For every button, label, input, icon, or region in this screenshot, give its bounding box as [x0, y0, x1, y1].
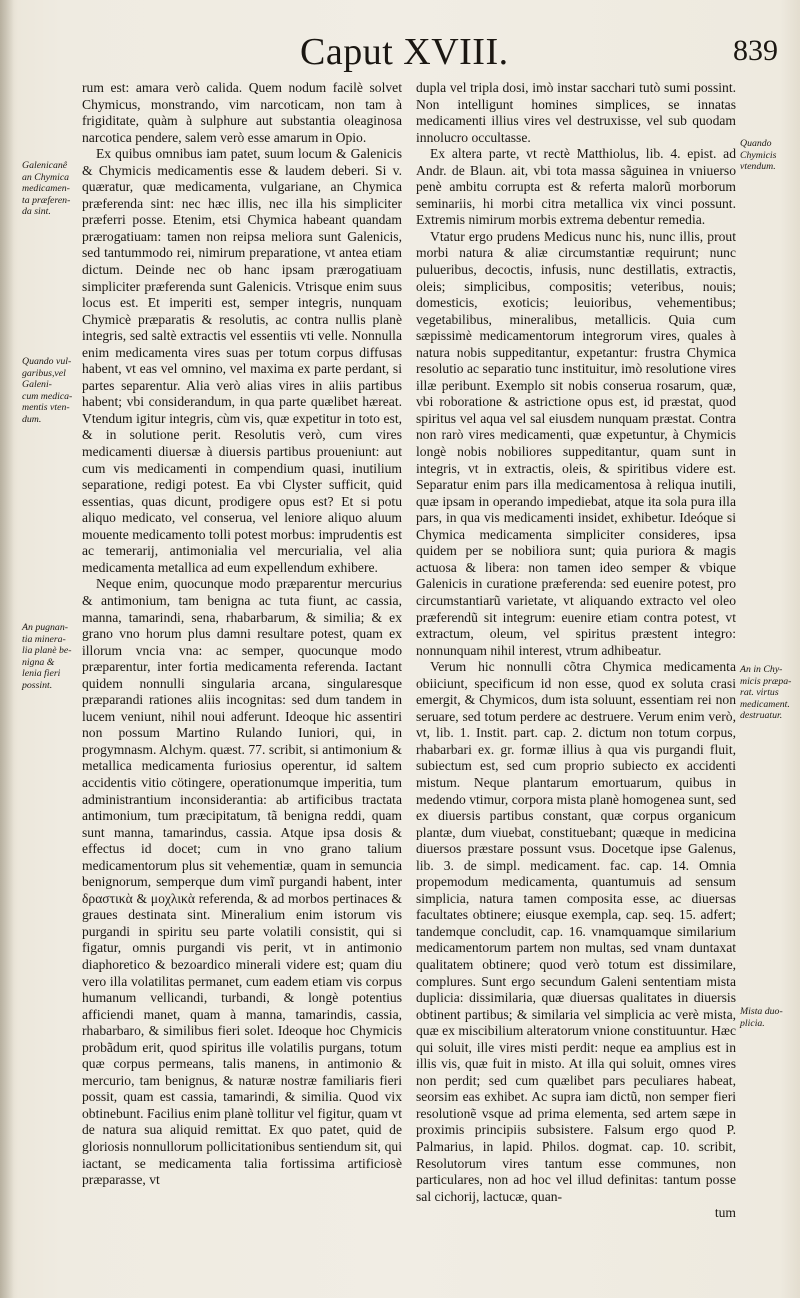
paragraph: rum est: amara verò calida. Quem nodum facilè solvet Chymicus, monstrando, vim narcoticam, non tam à frigiditate, quàm à sulphure aut substantia oleaginosa narcotica pendere, salem verò esse amarum in Opio.	[82, 80, 402, 145]
page-number: 839	[733, 34, 778, 67]
page-header	[0, 30, 800, 76]
left-text-column	[82, 80, 402, 1189]
margin-note-right: Quando Chymicis vtendum.	[740, 138, 777, 172]
margin-note-left: Quando vul- garibus,vel Galeni- cum medica- mentis vten- dum.	[22, 356, 73, 425]
margin-note-right: Mista duo- plicia.	[740, 1006, 783, 1029]
catchword: tum	[714, 1205, 736, 1221]
paragraph: dupla vel tripla dosi, imò instar sacchari tutò sumi possint. Non intelligunt homines simplices, se innatas medicamenti illius vires vel destruxisse, vel sub quodam innolucro occultasse.	[416, 80, 736, 145]
paragraph: Neque enim, quocunque modo præparentur mercurius & antimonium, tam benigna ac tuta fiunt, ac cassia, manna, tamarindi, sena, rhabarbarum, & similia; & ex grano vno horum plus damni resultare potest, quam ex illorum vncia vna: ac semper, quocunque modo præparentur, inter fortia medicamenta referenda. Iactant quidem nonnulli singularia arcana, singularesque præparandi rationes aliis incognitas: sed dum tandem in lucem veniunt, nihil noui adferunt. Ideoque hic assentiri non possum Martino Rulando Iuniori, qui, in progymnasm. Alchym. quæst. 77. scribit, si antimonium & metallica medicamenta furiosius operentur, id saltem accidentis vitio cötingere, operationumque imperitia, tum administrantium inconsiderantia: ab artificibus tractata antimonium, tum præcipitatum, tã benigna reddi, quam sunt manna, tamarindus, cassia. Atque ipsa dosis & effectus id docet; cum in vno grano talium medicamentorum plus sit vehementiæ, quam in semuncia benignorum, semperque dum vimĩ purgandi habent, inter δραστικὰ & μοχλικὰ referenda, & ad morbos pertinaces & graues destinata sint. Mineralium enim istorum vis purgandi in spiritu seu parte volatili consistit, qui si figatur, omnis purgandi vis perit, vt in antimonio diaphoretico & bezoardico minerali videre est; quam diu vero illa volatilitas permanet, cum eadem etiam vis corpus humanum vellicandi, turbandi, & longè potentius afficiendi manet, quam à manna, tamarindis, cassia, rhabarbaro, & similibus fieri solet. Ideoque hoc Chymicis probãdum erit, quod spiritus ille volatilis purgans, totum quæ corpus permeans, talis manens, in antimonio & mercurio, tam benignus, & naturæ nostræ familiaris fieri possit, quam est cassia, tamarindi, & similia. Quod vix obtinebunt. Facilius enim planè tollitur vel figitur, quam vt de natura sua aliquid remittat. Ex quo patet, quid de gloriosis nonnullorum pollicitationibus sentiendum sit, qui iactant, se medicamenta talia fortissima artificiosè præparasse, vt	[82, 576, 402, 1188]
paragraph: Ex quibus omnibus iam patet, suum locum & Galenicis & Chymicis medicamentis esse & laudem deberi. Si v. quæratur, quæ medicamenta, vulgariane, an Chymica præferenda sint: nec hæc illis, nec illa his simpliciter præferri posse. Etenim, etsi Chymica habeant quandam prærogatiuam: tamen non reipsa meliora sunt Galenicis, sed tantummodo rei, nimirum preparatione, vt antea etiam dictum. Deinde nec ob hanc ipsam prærogatiuam simpliciter præferenda sunt Galenicis. Vtrisque enim suus locus est. Et imperiti est, semper integris, nunquam Chymicè præparatis & resolutis, ac contra nullis planè integris, sed saltè extractis vel essentiis vti velle. Nonnulla enim medicamenta vires suas per totum corpus diffusas habent, vt eas vel omnino, vel maxima ex parte perdant, si partes separentur. Alia verò alias vires in aliis partibus habent; vbi considerandum, in qua parte quælibet hæreat. Vtendum igitur integris, cùm vis, quæ expetitur in toto est, & in solutione perit. Resolutis verò, cum vires medicamenti diuersæ à diuersis partibus proueniunt: aut cum vis medicamenti in compendium quasi, inutilium separatione, redigi potest. Ea vbi Clyster sufficit, quid essentias, quas dicunt, prodigere opus est? Et si potu aliquo medicato, vel conserua, vel leniore aliquo aluum mouente medicamento tolli potest morbus: imprudentis est ac temerarij, antimonialia vel mercurialia, vel alia medicamenta metallica ad eum expellendum exhibere.	[82, 146, 402, 575]
margin-note-left: An pugnan- tia minera- lia planè be- nigna & lenia fieri possint.	[22, 622, 72, 691]
running-title: Caput XVIII.	[300, 31, 509, 73]
margin-note-right: An in Chy- micis præpa- rat. virtus medicament. destruatur.	[740, 664, 792, 721]
paragraph: Vtatur ergo prudens Medicus nunc his, nunc illis, prout morbi natura & aliæ circumstantiæ requirunt; nunc pulueribus, decoctis, infusis, nunc destillatis, extractis, oleis; simplicibus, compositis; veteribus, nouis; domesticis, exoticis; leuioribus, vehementibus; vegetabilibus, mineralibus, metallicis. Quia cum sæpissimè medicamentorum integrorum vires, quales à natura nobis suppeditantur, expetantur: frustra Chymica resolutio ac separatio tunc instituitur, imò resolutione vires illæ peribunt. Exemplo sit nobis conserua rosarum, quæ, vbi roboratione & astrictione opus est, id præstat, quod spiritus vel aqua vel sal eiusdem nunquam præstat. Contra non rarò vires medicamenti, quæ expetuntur, à Chymicis longè nobis nobiliores suppeditantur, quam sunt in integris, vt in extractis, oleis, & spiritibus videre est. Separatur enim pars illa medicamentosa à reliqua inutili, quæ ipsam in operando impediebat, atque ita sola pura illa pars, in qua vis medicamenti insidet, exhibetur. Ideóque si Chymica medicamenta simpliciter consideres, ipsa quidem per se nobiliora sunt; quia puriora & magis actuosa & libera: non tamen ideo semper & vbique Galenicis in curatione præferenda: sed euenire potest, pro circumstantiarũ varietate, vt aliquando extracto vel oleo præferendũ sit integrum: euenire etiam contra potest, vt extractum, oleum, vel spiritus præstent integro: nonnunquam nihil interest, vtrum adhibeatur.	[416, 228, 736, 658]
paragraph: Ex altera parte, vt rectè Matthiolus, lib. 4. epist. ad Andr. de Blaun. ait, vbi tota massa sãguinea in vniuerso penè ambitu corrupta est & referta malorũ morborum seminariis, hi morbi citra metallica vix vinci possunt. Extremis nimirum morbis extrema debentur remedia.	[416, 146, 736, 228]
margin-note-left: Galenicanê an Chymica medicamen- ta præferen- da sint.	[22, 160, 71, 217]
paragraph: Verum hic nonnulli cõtra Chymica medicamenta obiiciunt, specificum id non esse, quod ex soluta crasi emergit, & Chymicos, dum ista soluunt, essentiam rei non seruare, sed totum perdere ac destruere. Verum enim verò, vt, lib. 1. Instit. part. cap. 2. dictum non totum corpus, rhabarbari ex. gr. formæ illius à qua vis purgandi fluit, subiectum est, sed cum proprio subiecto ex accidenti mistum. Neque plantarum emortuarum, quibus in medendo vtimur, corpora mista planè homogenea sunt, sed ex diuersis partibus constant, quæ corpus organicum plantæ, dum viuebat, constituebant; quæque in medicina diuersos præstare possunt vsus. Docetque ipse Galenus, lib. 3. de simpl. medicament. fac. cap. 14. Omnia propemodum medicamenta, quantumuis ad sensum simplicia, natura tamen composita esse, ac diuersas facultates obtinere; eiusque exempla, cap. seq. 15. adfert; tandemque concludit, cap. 16. vnamquamque similarium medicamentorum partem non multas, sed vnam duntaxat qualitatem obtinere; quod verò totum est dissimilare, complures. Sunt ergo secundum Galeni sententiam mista duplicia: dissimilaria, quæ diuersas qualitates in diuersis obtinent partibus; & similaria vel simplicia ac verè mista, quæ ex miscibilium alteratorum vnione constituuntur. Hæc qui soluit, ille vires misti perdit: neque ea amplius est in illis vis, quæ fuit in misto. At illa qui soluit, omnes vires non perdit; sed cum quælibet pars peculiares habeat, seorsim eas exhibet. Ac supra iam dictũ, non semper fieri resolutionẽ vsque ad prima elementa, sed artem sæpe in proximis principiis subsistere. Falsum ergo quod P. Palmarius, in lapid. Philos. dogmat. cap. 10. scribit, Resolutorum vires tantum esse communes, non particulares, non ad hoc vel illud definitas: tantum posse sal cichorij, lactucæ, quan-	[416, 659, 736, 1204]
binding-shadow	[0, 0, 14, 1298]
right-text-column	[416, 80, 736, 1222]
